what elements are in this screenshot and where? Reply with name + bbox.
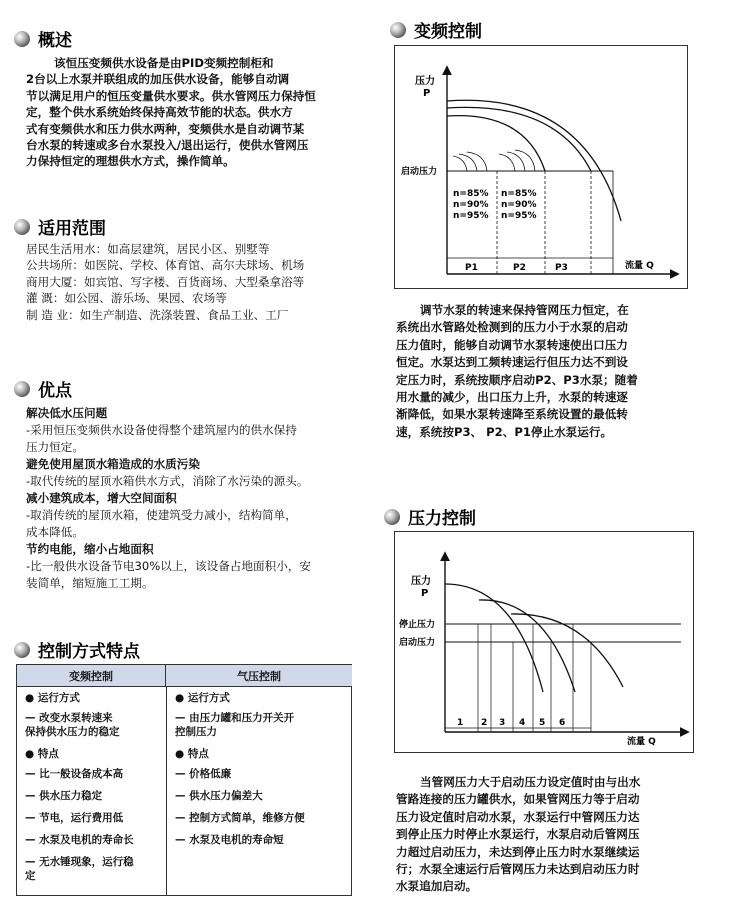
control-heading	[14, 637, 140, 662]
vfd-curve-small	[459, 154, 477, 171]
overview-line: 2台以上水泵并联组成的加压供水设备，能够自动调	[26, 72, 290, 87]
vfd-line: 调节水泵的转速来保持管网压力恒定，在	[420, 303, 629, 317]
overview-title: 概述	[38, 31, 72, 51]
vfd-ylabel1: 压力	[415, 76, 435, 87]
scope-item	[26, 257, 376, 273]
overview-line: 定，整个供水系统始终保持高效节能的状态。供水方	[26, 105, 293, 120]
table-cell: — 由压力罐和压力开关开	[175, 712, 295, 724]
advantage-text: -采用恒压变频供水设备使得整个建筑屋内的供水保持	[26, 423, 297, 437]
scope-list	[26, 241, 376, 323]
bullet-sphere-icon	[14, 31, 30, 47]
vfd-speed-a-1: n=90%	[453, 200, 489, 210]
vfd-line: 速，系统按P3、 P2、P1停止水泵运行。	[396, 424, 613, 439]
vfd-speed-b-1: n=90%	[501, 200, 537, 210]
advantage-title: 避免使用屋顶水箱造成的水质污染	[26, 457, 200, 471]
advantages-heading	[14, 376, 72, 401]
pressure-line: 当管网压力大于启动压力设定值时由与出水	[420, 775, 641, 789]
vfd-segment-p1: P1	[465, 263, 478, 273]
bullet-sphere-icon	[14, 642, 30, 658]
table-cell: — 水泵及电机的寿命长	[25, 834, 134, 846]
advantage-text: -比一般供水设备节电30%以上，该设备占地面积小，安	[26, 559, 312, 573]
pressure-line: 水泵追加启动。	[396, 879, 478, 894]
pressure-line: 到停止压力时停止水泵运行，水泵启动后管网压	[396, 827, 640, 842]
scope-item-key: 公共场所：	[26, 258, 84, 273]
vfd-curve-small	[515, 150, 535, 171]
vfd-chart	[394, 45, 688, 289]
vfd-curve-small	[507, 152, 525, 171]
vfd-speed-b-2: n=95%	[501, 211, 537, 221]
pressure-line: 行；水泵全速运行后管网压力未达到启动压力时	[396, 862, 640, 877]
pressure-chart	[394, 531, 694, 753]
table-header-vfd: 变频控制	[17, 665, 166, 687]
pressure-segment-1: 1	[457, 718, 464, 728]
vfd-curve-1	[447, 116, 545, 171]
table-cell: — 控制方式简单，维修方便	[175, 812, 305, 824]
pressure-title: 压力控制	[408, 509, 476, 529]
pressure-paragraph	[396, 774, 722, 896]
bullet-sphere-icon	[14, 219, 30, 235]
table-column-vfd	[25, 689, 165, 894]
vfd-chart-svg	[395, 46, 689, 290]
table-cell: — 无水锤现象，运行稳	[25, 856, 134, 868]
table-cell: — 水泵及电机的寿命短	[175, 834, 284, 846]
scope-item	[26, 241, 376, 257]
vfd-curve-small	[467, 152, 487, 171]
vfd-line: 恒定。水泵达到工频转速运行但压力达不到设	[396, 355, 628, 370]
advantage-text: -取代传统的屋顶水箱供水方式，消除了水污染的源头。	[26, 474, 309, 488]
advantage-title: 减小建筑成本，增大空间面积	[26, 491, 177, 505]
table-cell: 控制压力	[175, 726, 217, 738]
table-cell: — 节电，运行费用低	[25, 812, 124, 824]
pressure-chart-svg	[395, 532, 695, 754]
pressure-line: 力超过启动压力，未达到停止压力时水泵继续运	[396, 844, 640, 859]
scope-item-value: 如生产制造、洗涤装置、食品工业、工厂	[79, 307, 289, 322]
scope-heading	[14, 214, 106, 239]
advantage-text: 压力恒定。	[26, 440, 84, 454]
vfd-line: 定压力时，系统按顺序启动P2、P3水泵；随着	[396, 372, 638, 387]
pressure-segment-4: 4	[519, 718, 526, 728]
bullet-sphere-icon	[390, 22, 406, 38]
vfd-paragraph	[396, 302, 716, 441]
overview-line: 节以满足用户的恒压变量供水要求。供水管网压力保持恒	[26, 88, 316, 103]
vfd-line: 渐降低，如果水泵转速降至系统设置的最低转	[396, 407, 628, 422]
scope-item-key: 商用大厦：	[26, 274, 84, 289]
table-cell: ● 运行方式	[25, 692, 80, 704]
pressure-xlabel: 流量 Q	[627, 737, 656, 747]
table-header-pressure: 气压控制	[166, 665, 352, 687]
bullet-sphere-icon	[384, 509, 400, 525]
table-cell: — 改变水泵转速来	[25, 712, 113, 724]
advantages-title: 优点	[38, 381, 72, 401]
vfd-title: 变频控制	[414, 22, 482, 42]
pressure-segment-5: 5	[539, 718, 546, 728]
scope-item-key: 居民生活用水：	[26, 242, 108, 256]
vfd-xlabel: 流量 Q	[625, 261, 654, 271]
scope-item-value: 如公园、游乐场、果园、农场等	[64, 291, 227, 306]
scope-item-value: 如宾馆、写字楼、百货商场、大型桑拿浴等	[83, 274, 305, 289]
scope-item-value: 如高层建筑，居民小区、别墅等	[107, 242, 270, 256]
bullet-sphere-icon	[14, 381, 30, 397]
table-column-pressure	[175, 689, 351, 894]
vfd-curve-small	[453, 156, 467, 171]
table-cell: 定	[25, 870, 36, 882]
vfd-speed-a-0: n=85%	[453, 189, 489, 199]
vfd-speed-a-2: n=95%	[453, 211, 489, 221]
scope-item	[26, 290, 376, 306]
vfd-heading	[390, 17, 482, 42]
vfd-segment-p3: P3	[555, 263, 568, 273]
scope-item	[26, 307, 376, 323]
table-cell: — 价格低廉	[175, 768, 232, 780]
table-cell: ● 特点	[25, 748, 59, 760]
overview-paragraph	[26, 55, 366, 170]
pressure-curve-3	[511, 614, 623, 687]
pressure-line: 管路连接的压力罐供水，如果管网压力等于启动	[396, 792, 640, 807]
vfd-line: 压力值时，能够自动调节水泵转速使出口压力	[396, 337, 628, 352]
table-cell: 保持供水压力的稳定	[25, 726, 120, 738]
scope-item-value: 如医院、学校、体育馆、高尔夫球场、机场	[83, 258, 305, 273]
scope-title: 适用范围	[38, 219, 106, 239]
table-cell: — 供水压力偏差大	[175, 790, 263, 802]
pressure-start-label: 启动压力	[399, 638, 436, 648]
pressure-heading	[384, 504, 476, 529]
comparison-table	[16, 664, 352, 896]
table-cell: ● 运行方式	[175, 692, 230, 704]
table-cell: — 供水压力稳定	[25, 790, 103, 802]
pressure-ylabel2: P	[421, 588, 429, 599]
scope-item-key: 灌 溉：	[26, 291, 65, 306]
overview-line: 式有变频供水和压力供水两种，变频供水是自动调节某	[26, 121, 305, 136]
control-title: 控制方式特点	[38, 642, 140, 662]
overview-line: 力保持恒定的理想供水方式，操作简单。	[26, 154, 235, 169]
vfd-start-label: 启动压力	[401, 167, 438, 177]
pressure-stop-label: 停止压力	[399, 620, 436, 630]
table-cell: — 比一般设备成本高	[25, 768, 124, 780]
table-cell: ● 特点	[175, 748, 209, 760]
vfd-line: 系统出水管路处检测到的压力小于水泵的启动	[396, 320, 628, 335]
vfd-line: 用水量的减少，出口压力上升，水泵的转速逐	[396, 390, 628, 405]
table-divider	[166, 687, 167, 895]
scope-item-key: 制 造 业：	[26, 307, 80, 322]
pressure-segment-3: 3	[499, 718, 506, 728]
vfd-curve-small	[499, 154, 515, 171]
vfd-speed-b-0: n=85%	[501, 189, 537, 199]
advantages-list	[26, 405, 371, 592]
vfd-segment-p2: P2	[513, 263, 526, 273]
pressure-line: 压力设定值时启动水泵，水泵运行中管网压力达	[396, 809, 640, 824]
vfd-ylabel2: P	[423, 88, 431, 99]
advantage-text: 装简单，缩短施工工期。	[26, 576, 154, 590]
advantage-text: 成本降低。	[26, 525, 84, 539]
pressure-ylabel1: 压力	[411, 576, 431, 587]
overview-line: 该恒压变频供水设备是由PID变频控制柜和	[54, 56, 274, 70]
overview-heading	[14, 26, 72, 51]
pressure-segment-2: 2	[481, 718, 488, 728]
advantage-title: 节约电能，缩小占地面积	[26, 542, 154, 556]
scope-item	[26, 274, 376, 290]
pressure-segment-6: 6	[559, 718, 566, 728]
vfd-curve-2	[447, 107, 591, 171]
advantage-title: 解决低水压问题	[26, 406, 108, 420]
advantage-text: -取消传统的屋顶水箱，使建筑受力减小，结构简单，	[26, 508, 297, 522]
overview-line: 台水泵的转速或多台水泵投入/退出运行，使供水管网压	[26, 138, 309, 153]
